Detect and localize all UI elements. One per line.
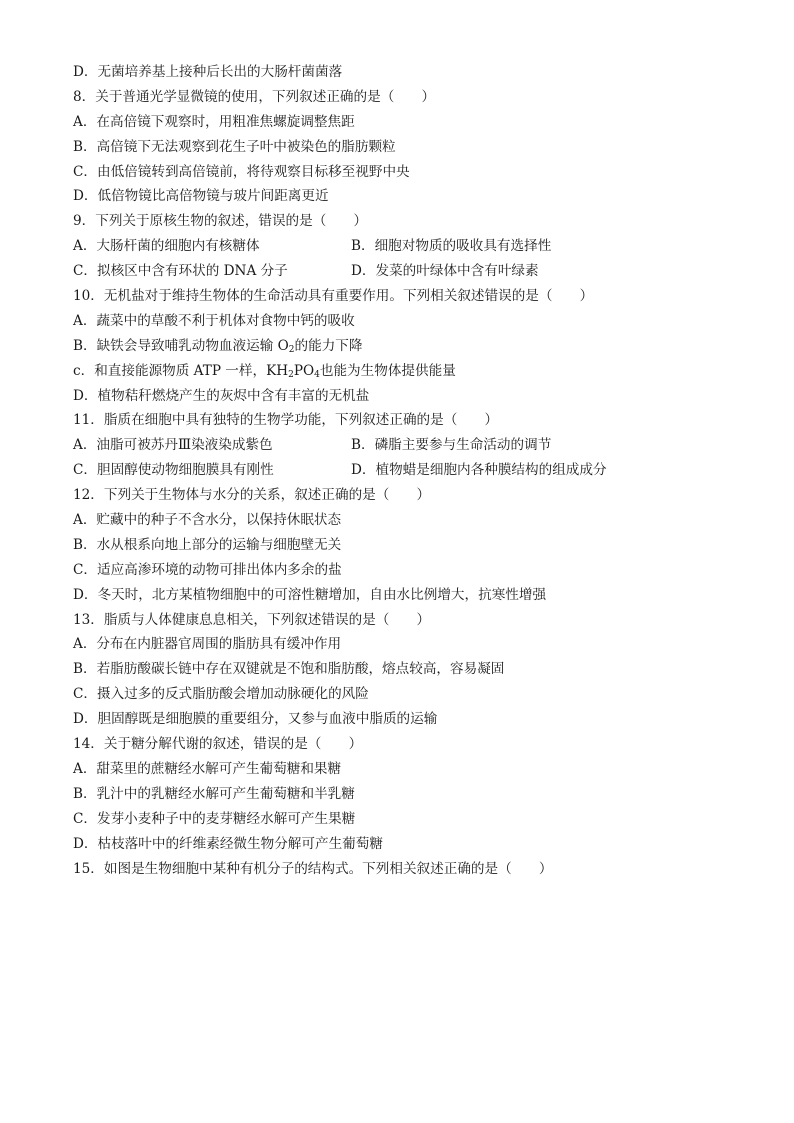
option-left: A．油脂可被苏丹Ⅲ染液染成紫色 (73, 437, 273, 454)
option-text: 也能为生物体提供能量 (319, 362, 456, 379)
option-line: D．低倍物镜比高倍物镜与玻片间距离更近 (73, 188, 329, 205)
option-text: 的能力下降 (294, 337, 363, 354)
option-right: D．发菜的叶绿体中含有叶绿素 (351, 263, 539, 280)
option-line: A．在高倍镜下观察时，用粗准焦螺旋调整焦距 (73, 113, 355, 130)
option-row (73, 234, 733, 259)
option-text: c．和直接能源物质 ATP 一样，KH (73, 362, 289, 379)
option-right: B．细胞对物质的吸收具有选择性 (351, 238, 552, 255)
question-stem: 12．下列关于生物体与水分的关系，叙述正确的是（ ） (73, 487, 431, 504)
option-line: D．胆固醇既是细胞膜的重要组分，又参与血液中脂质的运输 (73, 711, 438, 728)
option-left: C．胆固醇使动物细胞膜具有刚性 (73, 462, 274, 479)
question-stem: 13．脂质与人体健康息息相关，下列叙述错误的是（ ） (73, 611, 431, 628)
text-line: D．无菌培养基上接种后长出的大肠杆菌菌落 (73, 64, 343, 80)
option-line: D．植物秸秆燃烧产生的灰烬中含有丰富的无机盐 (73, 387, 370, 404)
option-line: D．冬天时，北方某植物细胞中的可溶性糖增加，自由水比例增大，抗寒性增强 (73, 586, 547, 603)
option-left: C．拟核区中含有环状的 DNA 分子 (73, 263, 288, 280)
option-line: A．蔬菜中的草酸不利于机体对食物中钙的吸收 (73, 312, 355, 329)
question-stem: 9．下列关于原核生物的叙述，错误的是（ ） (73, 213, 368, 230)
option-line: C．摄入过多的反式脂肪酸会增加动脉硬化的风险 (73, 686, 369, 703)
option-row (73, 259, 733, 284)
option-text: PO (293, 362, 315, 379)
question-list (73, 60, 733, 881)
subscript: 4 (314, 369, 320, 380)
option-row (73, 433, 733, 458)
option-line: C．适应高渗环境的动物可排出体内多余的盐 (73, 561, 342, 578)
option-line: B．乳汁中的乳糖经水解可产生葡萄糖和半乳糖 (73, 785, 355, 802)
option-right: B．磷脂主要参与生命活动的调节 (351, 437, 552, 454)
question-stem: 14．关于糖分解代谢的叙述，错误的是（ ） (73, 736, 363, 753)
option-line (73, 359, 733, 384)
option-left: A．大肠杆菌的细胞内有核糖体 (73, 238, 260, 255)
option-line: A．分布在内脏器官周围的脂肪具有缓冲作用 (73, 636, 342, 653)
subscript: 2 (288, 369, 294, 380)
question-stem: 8．关于普通光学显微镜的使用，下列叙述正确的是（ ） (73, 88, 436, 105)
option-line: C．发芽小麦种子中的麦芽糖经水解可产生果糖 (73, 810, 356, 827)
question-stem: 15．如图是生物细胞中某种有机分子的结构式。下列相关叙述正确的是（ ） (73, 860, 553, 877)
subscript: 2 (288, 344, 295, 355)
question-stem: 10．无机盐对于维持生物体的生命活动具有重要作用。下列相关叙述错误的是（ ） (73, 288, 594, 305)
option-line: C．由低倍镜转到高倍镜前，将待观察目标移至视野中央 (73, 163, 410, 180)
option-line: A．贮藏中的种子不含水分，以保持休眠状态 (73, 512, 342, 529)
option-line: D．枯枝落叶中的纤维素经微生物分解可产生葡萄糖 (73, 835, 383, 852)
option-line: B．水从根系向地上部分的运输与细胞壁无关 (73, 536, 342, 553)
question-stem: 11．脂质在细胞中具有独特的生物学功能，下列叙述正确的是（ ） (73, 412, 499, 429)
option-text: B．缺铁会导致哺乳动物血液运输 O (73, 337, 289, 354)
option-line (73, 334, 733, 359)
option-row (73, 458, 733, 483)
option-line: B．高倍镜下无法观察到花生子叶中被染色的脂肪颗粒 (73, 138, 396, 155)
option-line: B．若脂肪酸碳长链中存在双键就是不饱和脂肪酸，熔点较高，容易凝固 (73, 661, 505, 678)
option-line: A．甜菜里的蔗糖经水解可产生葡萄糖和果糖 (73, 760, 342, 777)
option-right: D．植物蜡是细胞内各种膜结构的组成成分 (351, 462, 607, 479)
